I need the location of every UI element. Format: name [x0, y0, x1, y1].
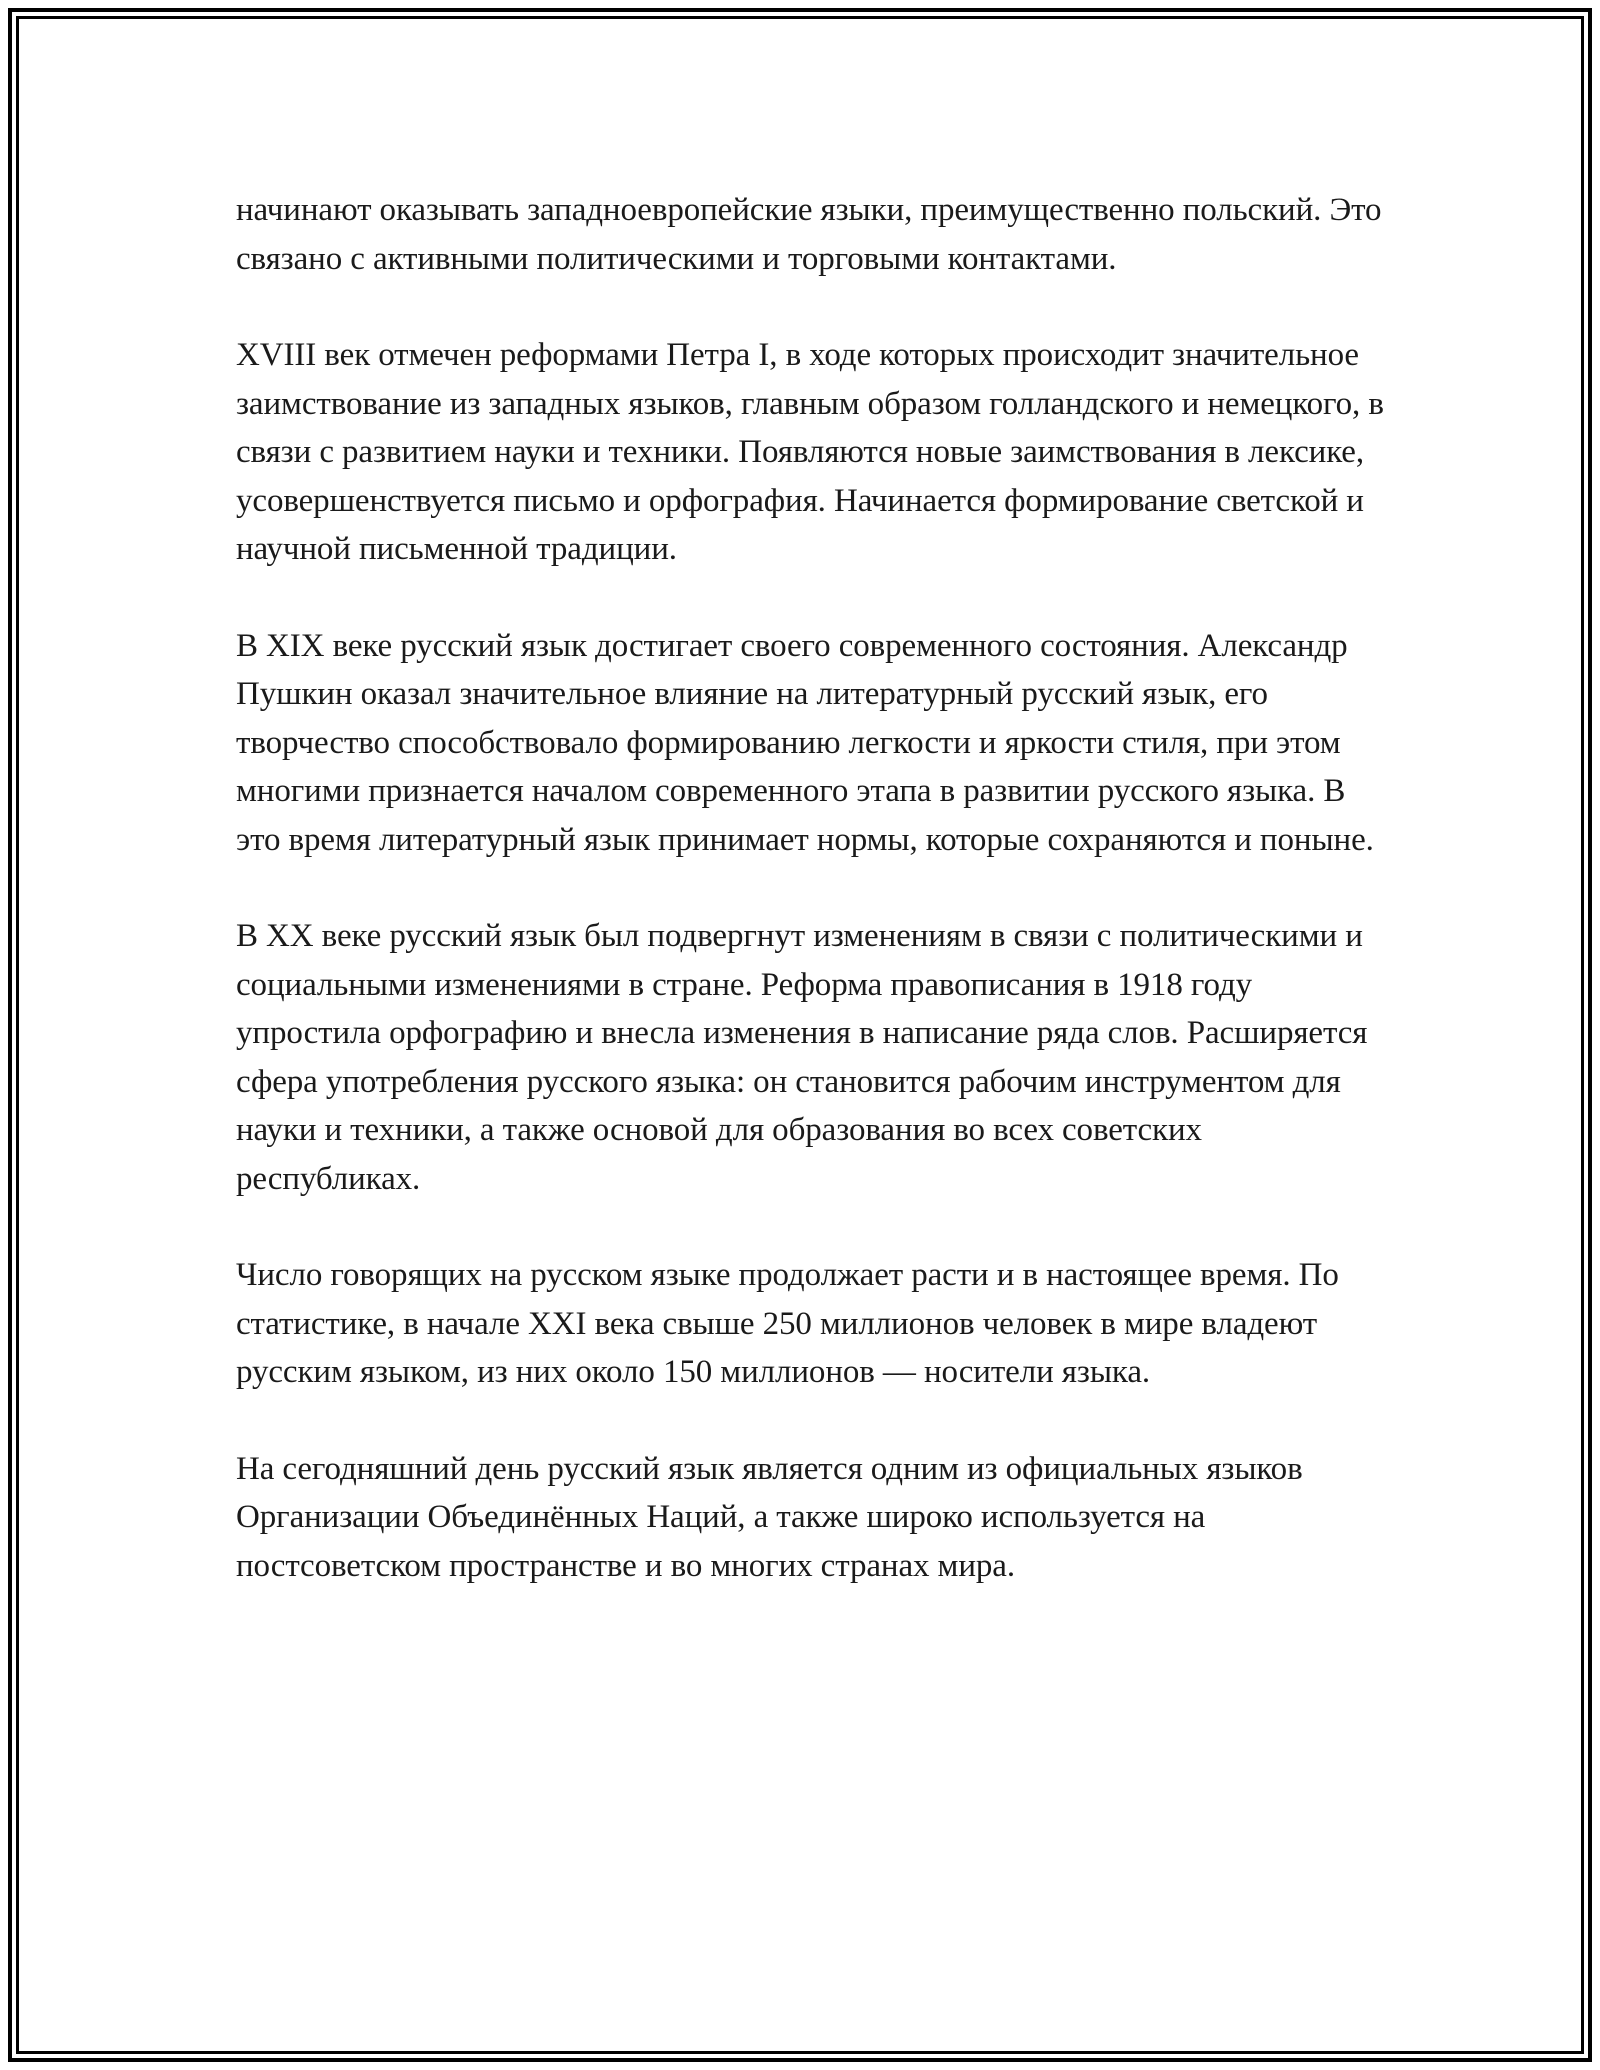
paragraph-present-day: На сегодняшний день русский язык является одним из официальных языков Организации Объединённых Наций, а также широко используется на постсоветском пространстве и во многих странах мира. [236, 1450, 1303, 1584]
document-body [236, 186, 1386, 1590]
paragraph-18th-century: XVIII век отмечен реформами Петра I, в ходе которых происходит значительное заимствование из западных языков, главным образом голландского и немецкого, в связи с развитием науки и техники. Появляются новые заимствования в лексике, усовершенствуется письмо и орфография. Начинается формирование светской и научной письменной традиции. [236, 337, 1384, 567]
paragraph-20th-century: В XX веке русский язык был подвергнут изменениям в связи с политическими и социальными изменениями в стране. Реформа правописания в 1918 году упростила орфографию и внесла изменения в написание ряда слов. Расширяется сфера употребления русского языка: он становится рабочим инструментом для науки и техники, а также основой для образования во всех советских республиках. [236, 918, 1368, 1197]
paragraph-polish-influence: начинают оказывать западноевропейские языки, преимущественно польский. Это связано с активными политическими и торговыми контактами. [236, 192, 1382, 277]
paragraph-19th-century: В XIX веке русский язык достигает своего современного состояния. Александр Пушкин оказал значительное влияние на литературный русский язык, его творчество способствовало формированию легкости и яркости стиля, при этом многими признается началом современного этапа в развитии русского языка. В это время литературный язык принимает нормы, которые сохраняются и поныне. [236, 627, 1374, 858]
paragraph-speaker-statistics: Число говорящих на русском языке продолжает расти и в настоящее время. По статистике, в начале XXI века свыше 250 миллионов человек в мире владеют русским языком, из них около 150 миллионов — носители языка. [236, 1257, 1339, 1390]
